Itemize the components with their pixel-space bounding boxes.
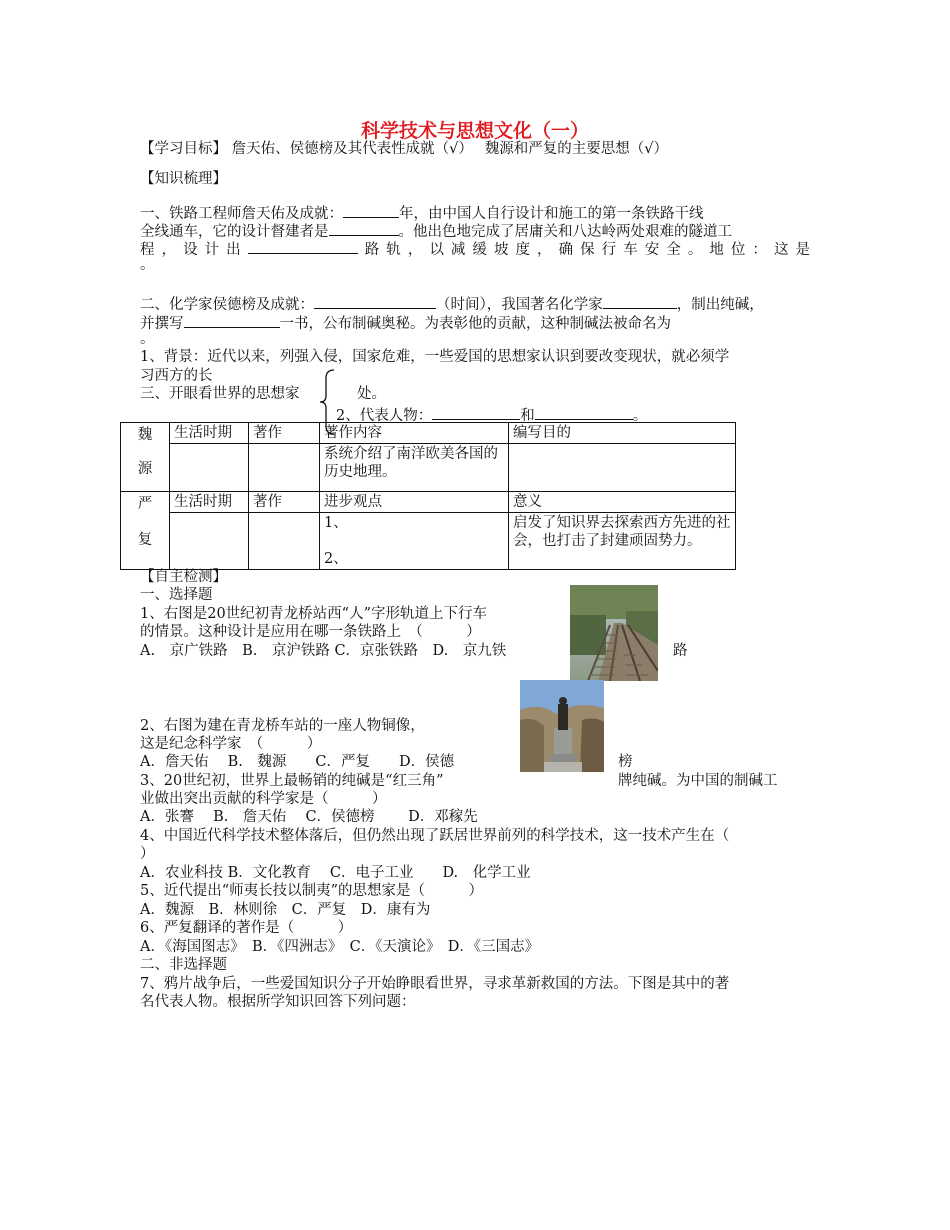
header-works: 著作	[249, 423, 320, 444]
q4-line1: 4、中国近代科学技术整体落后，但仍然出现了跃居世界前列的科学技术，这一技术产生在（	[140, 828, 730, 844]
blank-chemist[interactable]	[603, 293, 677, 309]
blank-time[interactable]	[314, 293, 436, 309]
q4-options: A．农业科技 B．文化教育 C．电子工业 D. 化学工业	[140, 865, 531, 881]
p2-line2	[140, 312, 671, 333]
wei-yuan-label: 魏 源	[121, 423, 170, 492]
q2-options: A．詹天佑 B. 魏源 C．严复 D．侯德	[140, 754, 455, 770]
q2-line1: 2、右图为建在青龙桥车站的一座人物铜像，	[140, 718, 425, 734]
wei-content-cell: 系统介绍了南洋欧美各国的历史地理。	[320, 444, 509, 492]
p3-background-line1: 1、背景：近代以来，列强入侵，国家危难，一些爱国的思想家认识到要改变现状，就必须学	[140, 349, 730, 365]
header-content: 著作内容	[320, 423, 509, 444]
p1-text-e: 程，设计出	[140, 242, 248, 258]
blank-book[interactable]	[184, 312, 280, 328]
p1-line4: 。	[140, 257, 155, 273]
p2-text-b: （时间），我国著名化学家	[436, 297, 603, 313]
q5-options: A．魏源 B．林则徐 C．严复 D．康有为	[140, 902, 431, 918]
p1-text-f: 路轨，以减缓坡度，确保行车安全。地位：这是	[357, 242, 811, 258]
p2-text-a: 二、化学家侯德榜及成就：	[140, 297, 314, 313]
p2-line3: 。	[140, 331, 155, 347]
q1-line1: 1、右图是20世纪初青龙桥站西“人”字形轨道上下行车	[140, 606, 487, 622]
q7-line2: 名代表人物。根据所学知识回答下列问题：	[140, 994, 416, 1010]
p2-text-d: 并撰写	[140, 316, 184, 332]
part2-heading: 二、非选择题	[140, 957, 227, 973]
q2-line2: 这是纪念科学家 （ ）	[140, 736, 322, 752]
q1-line2: 的情景。这种设计是应用在哪一条铁路上 （ ）	[140, 624, 481, 640]
wei-works-cell[interactable]	[249, 444, 320, 492]
header-period-2: 生活时期	[170, 492, 249, 513]
p2-text-c: ，制出纯碱，	[676, 297, 764, 313]
header-works-2: 著作	[249, 492, 320, 513]
yan-view-2: 2、	[324, 551, 348, 567]
header-views: 进步观点	[320, 492, 509, 513]
p3-rep-b: 和	[520, 408, 535, 424]
p2-line1	[140, 293, 764, 314]
header-significance: 意义	[509, 492, 736, 513]
header-period: 生活时期	[170, 423, 249, 444]
blank-rep2[interactable]	[535, 404, 633, 420]
blank-rep1[interactable]	[432, 404, 520, 420]
blank-designer[interactable]	[329, 220, 399, 236]
q6-line1: 6、严复翻译的著作是（ ）	[140, 920, 353, 936]
blank-year[interactable]	[343, 202, 399, 218]
q1-options: A. 京广铁路 B. 京沪铁路 C．京张铁路 D. 京九铁	[140, 643, 507, 659]
q6-options: A．《海国图志》 B．《四洲志》 C．《天演论》 D．《三国志》	[140, 939, 540, 955]
p2-text-e: 一书，公布制碱奥秘。为表彰他的贡献，这种制碱法被命名为	[279, 316, 671, 332]
p1-text-c: 全线通车，它的设计督建者是	[140, 224, 329, 240]
header-purpose: 编写目的	[509, 423, 736, 444]
q3-line1-tail: 牌纯碱。为中国的制碱工	[618, 773, 778, 789]
p1-text-d: 。他出色地完成了居庸关和八达岭两处艰难的隧道工	[398, 224, 732, 240]
q5-line1: 5、近代提出“师夷长技以制夷”的思想家是（ ）	[140, 883, 484, 899]
thinkers-table	[120, 422, 736, 570]
p3-chu-text: 处。	[357, 386, 386, 402]
p3-background-line2: 习西方的长	[140, 368, 213, 384]
blank-track[interactable]	[248, 238, 358, 254]
page-title: 科学技术与思想文化（一）	[360, 120, 589, 142]
p3-rep-a: 2、代表人物：	[336, 408, 433, 424]
railway-track-photo	[570, 585, 658, 681]
part1-heading: 一、选择题	[140, 587, 213, 603]
yan-works-cell[interactable]	[249, 513, 320, 570]
yan-fu-label: 严 复	[121, 492, 170, 570]
q1-options-tail: 路	[673, 643, 688, 659]
learning-goals: 【学习目标】 詹天佑、侯德榜及其代表性成就（√） 魏源和严复的主要思想（√）	[140, 141, 668, 157]
q7-line1: 7、鸦片战争后，一些爱国知识分子开始睁眼看世界，寻求革新救国的方法。下图是其中的著	[140, 976, 730, 992]
p1-text-b: 年，由中国人自行设计和施工的第一条铁路干线	[399, 206, 704, 222]
q2-options-tail: 榜	[618, 754, 633, 770]
q4-line2: ）	[140, 846, 155, 862]
yan-view-1: 1、	[324, 515, 348, 531]
statue-photo	[520, 680, 604, 772]
q3-options: A．张謇 B. 詹天佑 C．侯德榜 D．邓稼先	[140, 809, 478, 825]
yan-period-cell[interactable]	[170, 513, 249, 570]
section-self-check: 【自主检测】	[140, 569, 227, 585]
section-knowledge-review: 【知识梳理】	[140, 171, 227, 187]
yan-views-cell[interactable]	[320, 513, 509, 570]
p3-rep-c: 。	[632, 408, 648, 424]
q3-line1: 3、20世纪初，世界上最畅销的纯碱是“红三角”	[140, 773, 444, 789]
q3-line2: 业做出突出贡献的科学家是（ ）	[140, 791, 387, 807]
p3-heading: 三、开眼看世界的思想家	[140, 386, 300, 402]
p1-line3	[140, 238, 810, 259]
p1-text-a: 一、铁路工程师詹天佑及成就：	[140, 206, 343, 222]
wei-purpose-cell[interactable]	[509, 444, 736, 492]
wei-period-cell[interactable]	[170, 444, 249, 492]
yan-meaning-cell: 启发了知识界去探索西方先进的社会，也打击了封建顽固势力。	[509, 513, 736, 570]
